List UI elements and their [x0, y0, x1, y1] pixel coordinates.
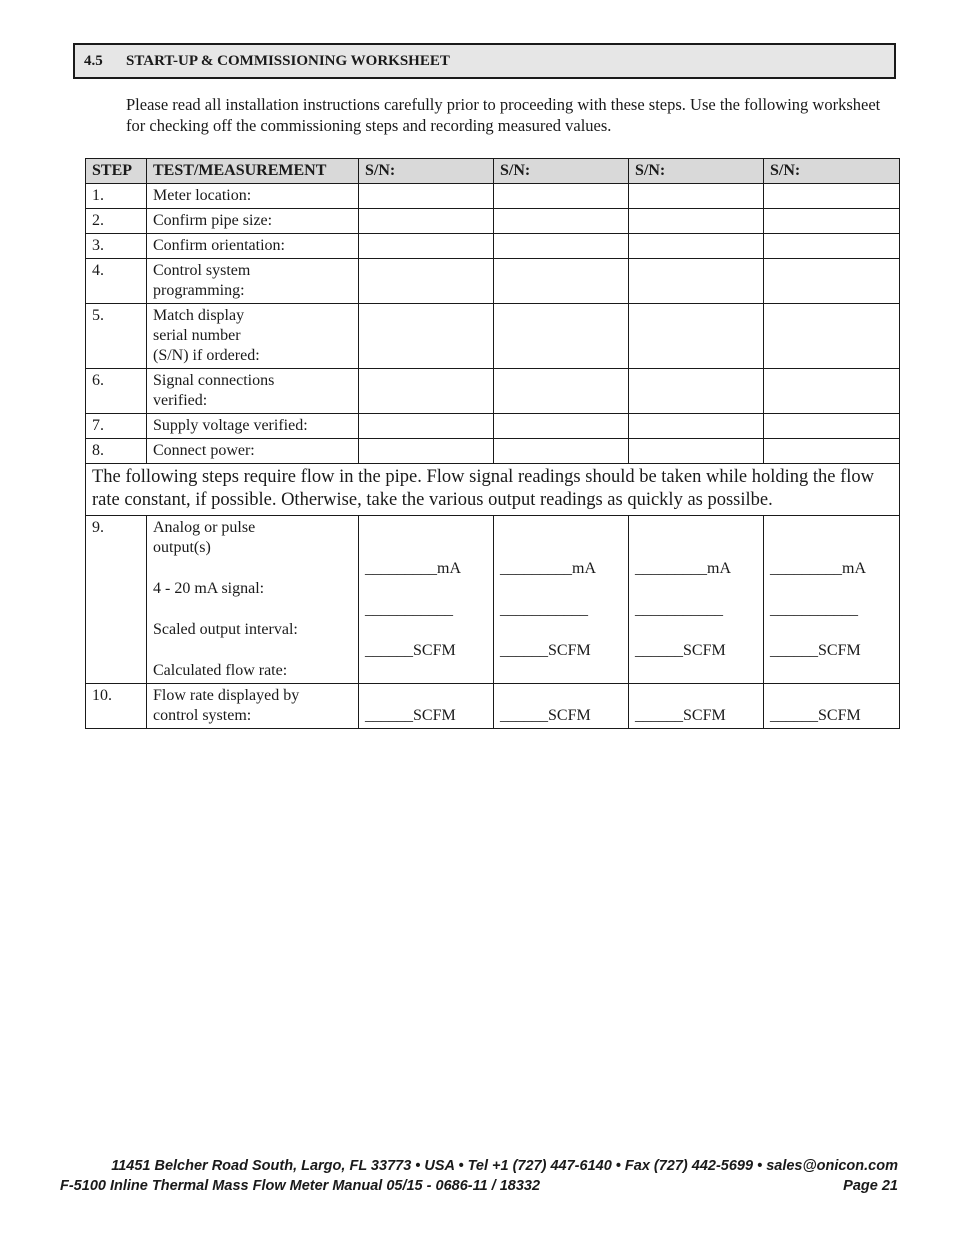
scfm-blank: ______SCFM: [770, 642, 861, 659]
entry-cell-2[interactable]: [494, 234, 629, 259]
ma-blank: _________mA: [365, 560, 461, 577]
table-row: [86, 414, 900, 439]
entry-cell-4[interactable]: [764, 259, 900, 304]
ma-blank: _________mA: [770, 560, 866, 577]
scfm-blank: ______SCFM: [500, 642, 591, 659]
step-number: 9.: [86, 516, 147, 684]
step-number: 1.: [86, 184, 147, 209]
section-title: START-UP & COMMISSIONING WORKSHEET: [126, 52, 450, 69]
flow-note: The following steps require flow in the pipe. Flow signal readings should be taken while holding the flow rate constant, if possible. Otherwise, take the various output readings as quickly as possilbe.: [86, 464, 900, 516]
scfm-blank: ______SCFM: [500, 707, 591, 724]
entry-cell-2[interactable]: [494, 439, 629, 464]
entry-cell-3[interactable]: [629, 234, 764, 259]
intro-paragraph: Please read all installation instructions carefully prior to proceeding with these steps. Use the following worksheet for checking off the commissioning steps and recording measured values.: [126, 95, 881, 135]
step-9-entry-1[interactable]: [359, 516, 494, 684]
entry-cell-4[interactable]: [764, 369, 900, 414]
entry-cell-1[interactable]: [359, 439, 494, 464]
entry-cell-2[interactable]: [494, 304, 629, 369]
commissioning-worksheet-table: [85, 158, 900, 729]
entry-cell-1[interactable]: [359, 304, 494, 369]
scfm-blank: ______SCFM: [635, 707, 726, 724]
header-serial-3: S/N:: [629, 159, 764, 184]
entry-cell-2[interactable]: [494, 209, 629, 234]
flow-note-row: [86, 464, 900, 516]
table-row: [86, 184, 900, 209]
step-9-entry-2[interactable]: [494, 516, 629, 684]
entry-cell-2[interactable]: [494, 259, 629, 304]
step-number: 3.: [86, 234, 147, 259]
step-10-entry-1[interactable]: [359, 684, 494, 729]
step-10-entry-3[interactable]: [629, 684, 764, 729]
step-number: 6.: [86, 369, 147, 414]
header-test-measurement: TEST/MEASUREMENT: [147, 159, 359, 184]
test-label: Supply voltage verified:: [147, 414, 359, 439]
entry-cell-1[interactable]: [359, 414, 494, 439]
entry-cell-3[interactable]: [629, 259, 764, 304]
step-9-entry-3[interactable]: [629, 516, 764, 684]
entry-cell-2[interactable]: [494, 369, 629, 414]
table-header-row: [86, 159, 900, 184]
section-number: 4.5: [84, 52, 103, 69]
table-row: [86, 259, 900, 304]
entry-cell-2[interactable]: [494, 184, 629, 209]
footer-address: 11451 Belcher Road South, Largo, FL 33773 • USA • Tel +1 (727) 447-6140 • Fax (727) 442-5699 • sales@onicon.com: [111, 1158, 898, 1174]
step-9-entry-4[interactable]: [764, 516, 900, 684]
scfm-blank: ______SCFM: [770, 707, 861, 724]
section-header: [73, 43, 896, 79]
test-label: Match display serial number (S/N) if ordered:: [147, 304, 359, 369]
entry-cell-4[interactable]: [764, 209, 900, 234]
entry-cell-3[interactable]: [629, 184, 764, 209]
ma-blank: _________mA: [500, 560, 596, 577]
entry-cell-3[interactable]: [629, 209, 764, 234]
entry-cell-1[interactable]: [359, 369, 494, 414]
test-label: Confirm orientation:: [147, 234, 359, 259]
table-row: [86, 209, 900, 234]
entry-cell-3[interactable]: [629, 369, 764, 414]
entry-cell-4[interactable]: [764, 304, 900, 369]
entry-cell-1[interactable]: [359, 209, 494, 234]
step-9-label-output: Analog or pulse output(s): [153, 519, 256, 556]
test-label: Control system programming:: [147, 259, 359, 304]
entry-cell-3[interactable]: [629, 439, 764, 464]
test-label: Meter location:: [147, 184, 359, 209]
test-label: Connect power:: [147, 439, 359, 464]
ma-blank: _________mA: [635, 560, 731, 577]
scfm-blank: ______SCFM: [635, 642, 726, 659]
step-9-label-interval: Scaled output interval:: [153, 621, 298, 638]
step-number: 5.: [86, 304, 147, 369]
interval-blank: ___________: [500, 601, 588, 618]
table-row: [86, 439, 900, 464]
step-number: 8.: [86, 439, 147, 464]
table-row: [86, 234, 900, 259]
table-row: [86, 369, 900, 414]
header-serial-4: S/N:: [764, 159, 900, 184]
scfm-blank: ______SCFM: [365, 642, 456, 659]
interval-blank: ___________: [365, 601, 453, 618]
step-number: 4.: [86, 259, 147, 304]
header-serial-1: S/N:: [359, 159, 494, 184]
entry-cell-3[interactable]: [629, 304, 764, 369]
entry-cell-1[interactable]: [359, 259, 494, 304]
step-10-entry-4[interactable]: [764, 684, 900, 729]
test-label: Signal connections verified:: [147, 369, 359, 414]
entry-cell-3[interactable]: [629, 414, 764, 439]
entry-cell-4[interactable]: [764, 414, 900, 439]
entry-cell-4[interactable]: [764, 439, 900, 464]
entry-cell-2[interactable]: [494, 414, 629, 439]
interval-blank: ___________: [770, 601, 858, 618]
footer-manual-line: [60, 1178, 898, 1194]
footer-manual: F-5100 Inline Thermal Mass Flow Meter Manual 05/15 - 0686-11 / 18332: [60, 1178, 541, 1194]
step-number: 7.: [86, 414, 147, 439]
step-10-label: Flow rate displayed by control system:: [147, 684, 359, 729]
table-row-step-9: [86, 516, 900, 684]
step-9-label-signal: 4 - 20 mA signal:: [153, 580, 265, 597]
interval-blank: ___________: [635, 601, 723, 618]
table-row: [86, 304, 900, 369]
step-10-entry-2[interactable]: [494, 684, 629, 729]
page-number: Page 21: [843, 1178, 898, 1194]
table-row-step-10: [86, 684, 900, 729]
step-9-label-flow-rate: Calculated flow rate:: [153, 662, 288, 679]
entry-cell-1[interactable]: [359, 234, 494, 259]
step-9-labels: [147, 516, 359, 684]
step-number: 2.: [86, 209, 147, 234]
header-serial-2: S/N:: [494, 159, 629, 184]
entry-cell-4[interactable]: [764, 184, 900, 209]
header-step: STEP: [86, 159, 147, 184]
scfm-blank: ______SCFM: [365, 707, 456, 724]
step-number: 10.: [86, 684, 147, 729]
entry-cell-1[interactable]: [359, 184, 494, 209]
test-label: Confirm pipe size:: [147, 209, 359, 234]
entry-cell-4[interactable]: [764, 234, 900, 259]
